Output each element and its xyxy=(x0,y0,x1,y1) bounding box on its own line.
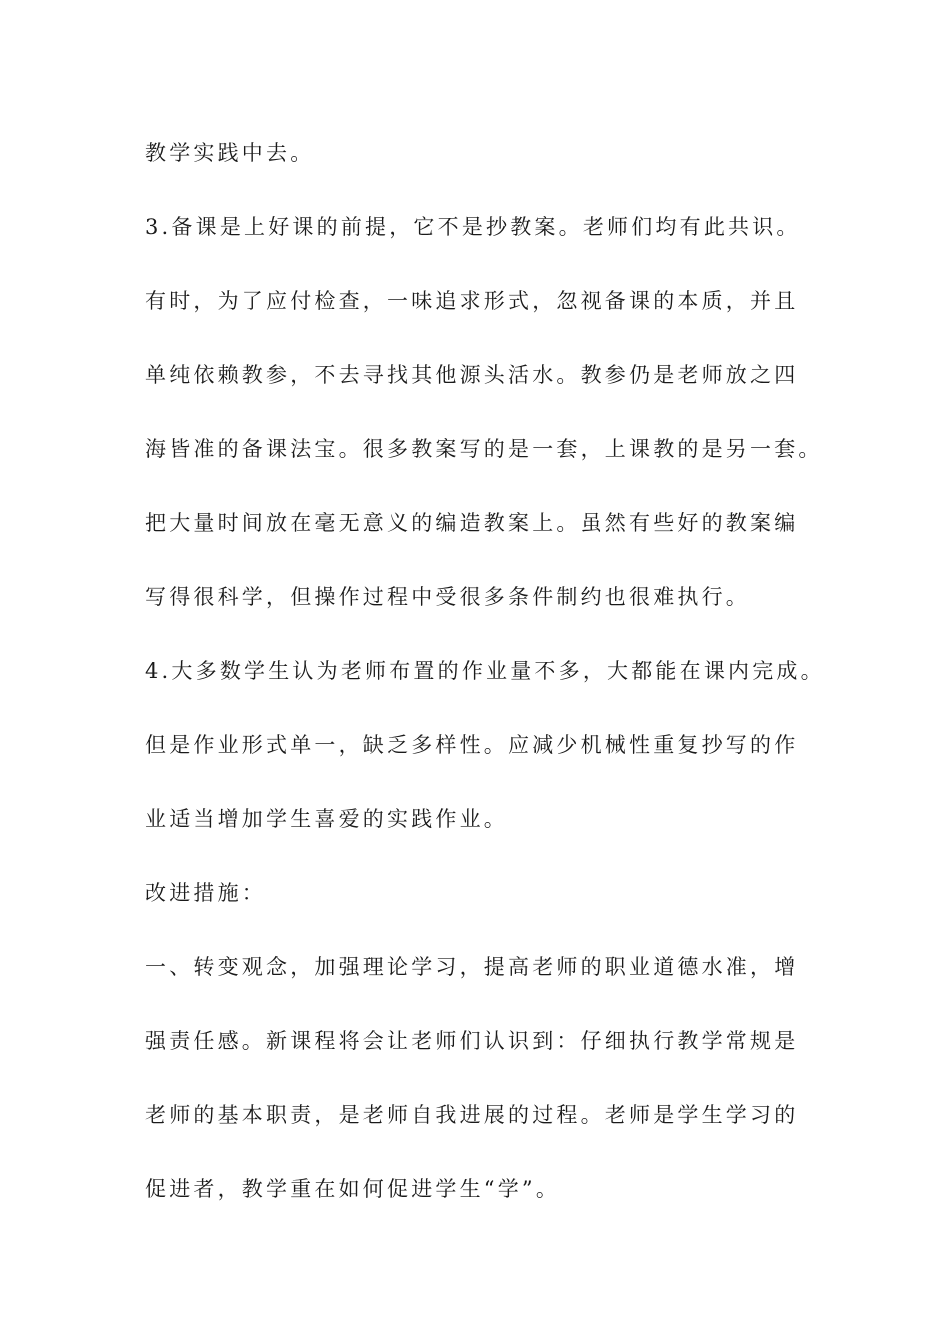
text-line: 改进措施： xyxy=(145,881,266,905)
text-line: 业适当增加学生喜爱的实践作业。 xyxy=(145,807,508,831)
text-line: 强责任感。新课程将会让老师们认识到：仔细执行教学常规是 xyxy=(145,1029,799,1053)
text-line: 4.大多数学生认为老师布置的作业量不多，大都能在课内完成。 xyxy=(145,659,825,683)
text-line: 3.备课是上好课的前提，它不是抄教案。老师们均有此共识。 xyxy=(145,215,801,239)
text-line: 促进者，教学重在如何促进学生“学”。 xyxy=(145,1177,561,1201)
text-line: 教学实践中去。 xyxy=(145,141,315,165)
text-line: 一、转变观念，加强理论学习，提高老师的职业道德水准，增 xyxy=(145,955,799,979)
text-line: 但是作业形式单一，缺乏多样性。应减少机械性重复抄写的作 xyxy=(145,733,799,757)
text-line: 把大量时间放在毫无意义的编造教案上。虽然有些好的教案编 xyxy=(145,511,799,535)
text-line: 单纯依赖教参，不去寻找其他源头活水。教参仍是老师放之四 xyxy=(145,363,799,387)
text-line: 老师的基本职责，是老师自我进展的过程。老师是学生学习的 xyxy=(145,1103,799,1127)
text-line: 有时，为了应付检查，一味追求形式，忽视备课的本质，并且 xyxy=(145,289,799,313)
text-line: 海皆准的备课法宝。很多教案写的是一套，上课教的是另一套。 xyxy=(145,437,823,461)
text-line: 写得很科学，但操作过程中受很多条件制约也很难执行。 xyxy=(145,585,750,609)
